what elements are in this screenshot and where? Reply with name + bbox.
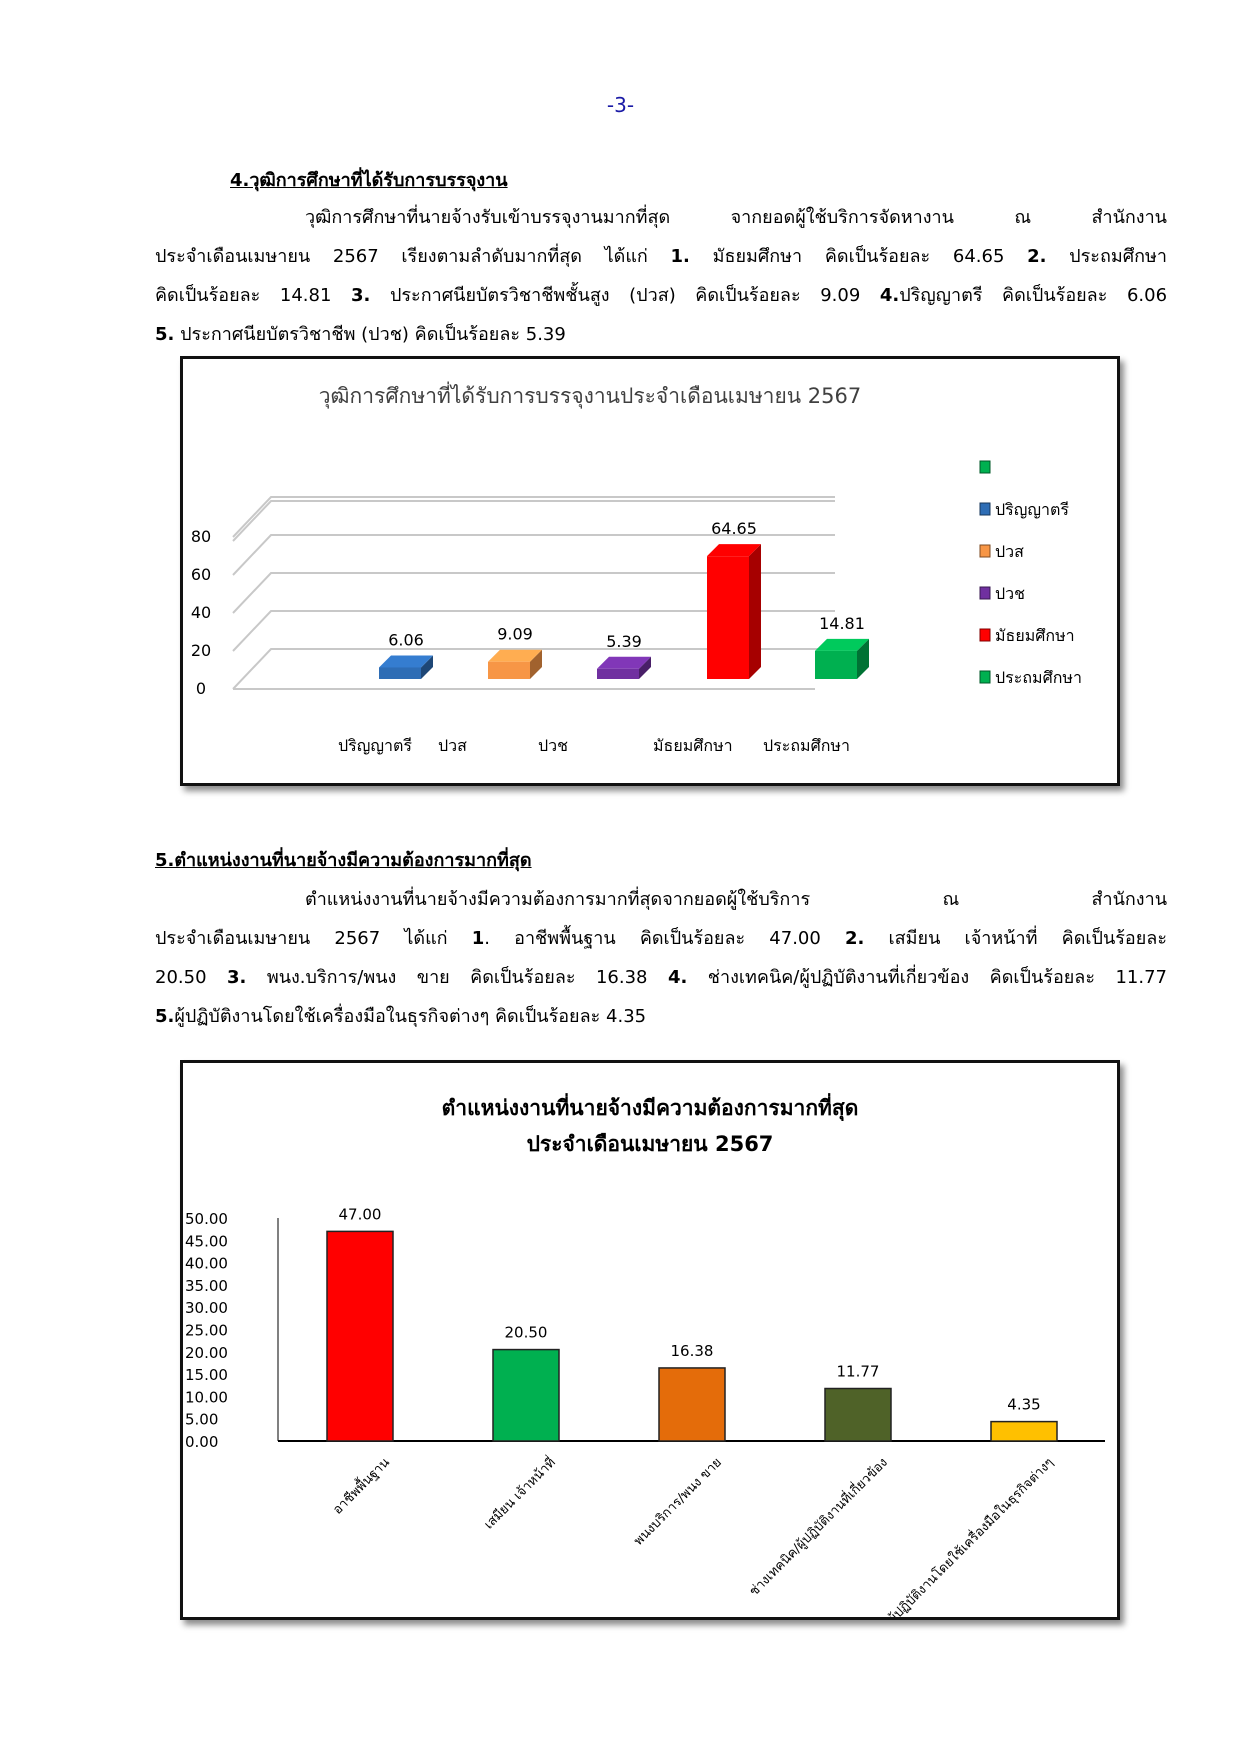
y-tick-label: 40.00: [185, 1254, 228, 1273]
section4-heading: 4.วุฒิการศึกษาที่ได้รับการบรรจุงาน: [230, 170, 508, 191]
data-label: 6.06: [388, 630, 424, 650]
legend-swatch: [980, 461, 990, 473]
chart2-frame: [180, 1060, 1120, 1620]
legend-swatch: [980, 587, 990, 599]
y-tick-label: 5.00: [185, 1410, 219, 1429]
y-tick-label: 30.00: [185, 1299, 228, 1318]
x-tick-label: เสมียน เจ้าหน้าที่: [481, 1455, 559, 1533]
paragraph-line: [155, 997, 1167, 1036]
y-tick-label: 0.00: [185, 1433, 219, 1451]
paragraph-line: [155, 919, 1167, 958]
text-run: ช่างเทคนิค/ผู้ปฏิบัติงานที่เกี่ยวข้อง คิดเป็นร้อยละ 11.77: [687, 967, 1167, 988]
data-label: 47.00: [338, 1205, 382, 1224]
x-tick-label: มัธยมศึกษา: [653, 736, 733, 755]
data-label: 16.38: [670, 1341, 714, 1360]
list-number: 3.: [351, 285, 371, 306]
data-label: 64.65: [711, 519, 757, 539]
text-run: พนง.บริการ/พนง ขาย คิดเป็นร้อยละ 16.38: [246, 967, 668, 988]
text-run: ตำแหน่งงานที่นายจ้างมีความต้องการมากที่สุดจากยอดผู้ใช้บริการ ณ สำนักงาน: [305, 889, 1167, 910]
bar: [659, 1368, 725, 1441]
y-tick-label: 35.00: [185, 1276, 228, 1295]
x-tick-label: ผู้ปฏิบัติงานโดยใช้เครื่องมือในธุรกิจต่างๆ: [885, 1455, 1057, 1617]
paragraph-line: [155, 198, 1167, 237]
bar: [327, 1231, 393, 1441]
bar: [707, 556, 749, 679]
text-run: ปริญญาตรี คิดเป็นร้อยละ 6.06: [899, 285, 1167, 306]
list-number: 5.: [155, 1006, 175, 1027]
text-run: วุฒิการศึกษาที่นายจ้างรับเข้าบรรจุงานมากที่สุด จากยอดผู้ใช้บริการจัดหางาน ณ สำนักงาน: [305, 207, 1167, 228]
data-label: 5.39: [606, 631, 642, 651]
bar: [991, 1422, 1057, 1441]
chart1-title: วุฒิการศึกษาที่ได้รับการบรรจุงานประจำเดือนเมษายน 2567: [318, 384, 862, 408]
page-number: -3-: [606, 93, 635, 117]
text-run: คิดเป็นร้อยละ 14.81: [155, 285, 352, 306]
text-run: มัธยมศึกษา คิดเป็นร้อยละ 64.65: [689, 246, 1028, 267]
text-run: ประจำเดือนเมษายน 2567 ได้แก่: [155, 928, 472, 949]
list-number: 2.: [1027, 246, 1047, 267]
legend-label: ปริญญาตรี: [995, 500, 1069, 519]
bar: [488, 662, 530, 679]
x-tick-label: ช่างเทคนิค/ผู้ปฏิบัติงานที่เกี่ยวข้อง: [746, 1455, 891, 1600]
bar: [815, 651, 857, 679]
text-run: ประกาศนียบัตรวิชาชีพ (ปวช) คิดเป็นร้อยละ 5.39: [174, 324, 566, 345]
text-run: ประจำเดือนเมษายน 2567 เรียงตามลำดับมากที่สุด ได้แก่: [155, 246, 671, 267]
y-tick-label: 45.00: [185, 1232, 228, 1251]
section5-paragraph: [155, 880, 1167, 1036]
paragraph-line: [155, 315, 1167, 354]
paragraph-line: [155, 237, 1167, 276]
chart2: [183, 1063, 1117, 1617]
y-tick-label: 80: [190, 527, 212, 546]
y-tick-label: 60: [190, 565, 212, 584]
list-number: 4.: [879, 285, 900, 306]
y-tick-label: 40: [190, 603, 212, 622]
x-tick-label: ปวช: [538, 736, 568, 755]
legend-swatch: [980, 629, 990, 641]
bar: [379, 667, 421, 679]
text-run: ประกาศนียบัตรวิชาชีพชั้นสูง (ปวส) คิดเป็นร้อยละ 9.09: [370, 285, 880, 306]
list-number: 1.: [670, 246, 690, 267]
y-tick-label: 10.00: [185, 1388, 228, 1407]
x-tick-label: ปวส: [438, 736, 467, 755]
bar: [493, 1350, 559, 1441]
text-run: . อาชีพพื้นฐาน คิดเป็นร้อยละ 47.00: [484, 928, 845, 949]
data-label: 4.35: [1007, 1395, 1041, 1414]
legend-label: ปวส: [995, 542, 1024, 561]
y-tick-label: 25.00: [185, 1321, 228, 1340]
bar: [825, 1389, 891, 1441]
paragraph-line: [155, 276, 1167, 315]
legend-swatch: [980, 545, 990, 557]
x-tick-label: พนงบริการ/พนง ขาย: [631, 1455, 725, 1549]
legend-label: มัธยมศึกษา: [995, 626, 1075, 645]
list-number: 1: [471, 928, 485, 949]
y-tick-label: 50.00: [185, 1210, 228, 1228]
legend-swatch: [980, 503, 990, 515]
x-tick-label: ปริญญาตรี: [338, 736, 412, 755]
list-number: 5.: [155, 324, 175, 345]
bar-side: [749, 544, 761, 679]
legend-label: ประถมศึกษา: [995, 668, 1082, 687]
paragraph-line: [155, 958, 1167, 997]
chart2-title: ตำแหน่งงานที่นายจ้างมีความต้องการมากที่สุด: [441, 1096, 859, 1120]
text-run: เสมียน เจ้าหน้าที่ คิดเป็นร้อยละ: [864, 928, 1167, 949]
list-number: 3.: [227, 967, 247, 988]
y-tick-label: 20: [190, 641, 212, 660]
x-tick-label: อาชีพพื้นฐาน: [330, 1455, 393, 1518]
text-run: ประถมศึกษา: [1046, 246, 1167, 267]
y-tick-label: 20.00: [185, 1343, 228, 1362]
data-label: 9.09: [497, 624, 533, 644]
x-tick-label: ประถมศึกษา: [763, 736, 850, 755]
bar: [597, 669, 639, 679]
section4-paragraph: [155, 198, 1167, 354]
chart1-frame: [180, 356, 1120, 786]
chart1: [183, 359, 1117, 783]
list-number: 4.: [667, 967, 688, 988]
data-label: 14.81: [819, 613, 865, 633]
text-run: 20.50: [155, 967, 227, 988]
text-run: ผู้ปฏิบัติงานโดยใช้เครื่องมือในธุรกิจต่างๆ คิดเป็นร้อยละ 4.35: [174, 1006, 647, 1027]
chart2-subtitle: ประจำเดือนเมษายน 2567: [526, 1132, 774, 1156]
y-tick-label: 0: [195, 679, 207, 698]
data-label: 20.50: [504, 1323, 548, 1342]
y-tick-label: 15.00: [185, 1366, 228, 1385]
legend-label: ปวช: [995, 584, 1025, 603]
section5-heading: 5.ตำแหน่งงานที่นายจ้างมีความต้องการมากที่สุด: [155, 850, 532, 871]
paragraph-line: [155, 880, 1167, 919]
legend-swatch: [980, 671, 990, 683]
data-label: 11.77: [836, 1362, 880, 1381]
list-number: 2.: [845, 928, 865, 949]
